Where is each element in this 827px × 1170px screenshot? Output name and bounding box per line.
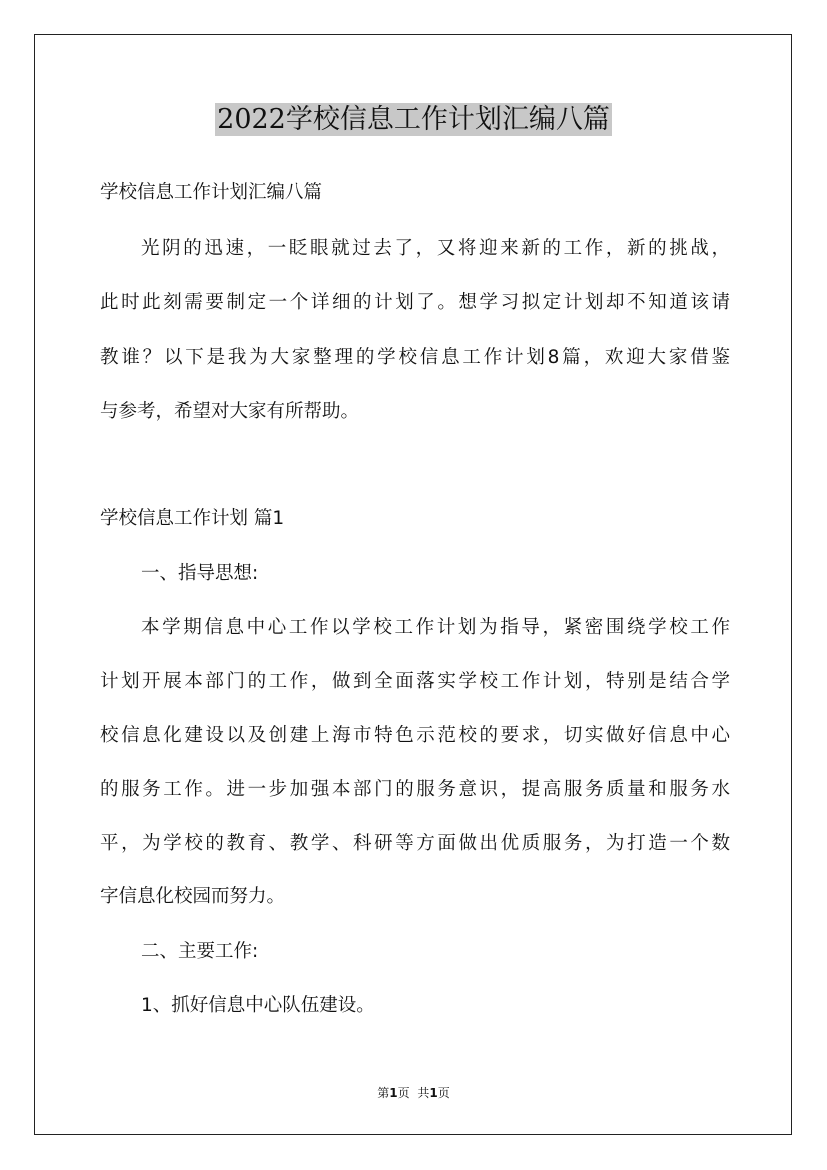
footer-page-number: 1 <box>389 1086 398 1100</box>
guiding-line-1: 本学期信息中心工作以学校工作计划为指导，紧密围绕学校工作 <box>141 617 730 638</box>
intro-line-3: 教谁？以下是我为大家整理的学校信息工作计划8篇，欢迎大家借鉴 <box>100 347 730 368</box>
intro-line-2: 此时此刻需要制定一个详细的计划了。想学习拟定计划却不知道该请 <box>100 292 730 313</box>
guiding-line-6: 字信息化校园而努力。 <box>100 886 286 907</box>
guiding-line-2: 计划开展本部门的工作，做到全面落实学校工作计划，特别是结合学 <box>100 671 730 692</box>
guiding-line-4: 的服务工作。进一步加强本部门的服务意识，提高服务质量和服务水 <box>100 779 730 800</box>
guiding-line-5: 平，为学校的教育、教学、科研等方面做出优质服务，为打造一个数 <box>100 833 730 854</box>
footer-total-number: 1 <box>429 1086 438 1100</box>
main-work-heading: 二、主要工作: <box>141 941 259 962</box>
footer-total-suffix: 页 <box>437 1086 450 1100</box>
document-title <box>0 98 827 142</box>
guiding-heading: 一、指导思想: <box>141 563 259 584</box>
section-heading: 学校信息工作计划 篇1 <box>100 508 285 529</box>
footer-page-suffix: 页 <box>397 1086 410 1100</box>
intro-line-1: 光阴的迅速，一眨眼就过去了，又将迎来新的工作，新的挑战， <box>141 238 730 259</box>
guiding-line-3: 校信息化建设以及创建上海市特色示范校的要求，切实做好信息中心 <box>100 725 730 746</box>
document-title-text: 2022学校信息工作计划汇编八篇 <box>217 104 610 135</box>
footer-total-prefix: 共 <box>417 1086 430 1100</box>
intro-line-4: 与参考，希望对大家有所帮助。 <box>100 401 360 422</box>
page-footer <box>0 1084 827 1102</box>
work-item-1: 1、抓好信息中心队伍建设。 <box>141 995 375 1016</box>
footer-page-prefix: 第 <box>377 1086 390 1100</box>
subtitle: 学校信息工作计划汇编八篇 <box>100 182 323 203</box>
